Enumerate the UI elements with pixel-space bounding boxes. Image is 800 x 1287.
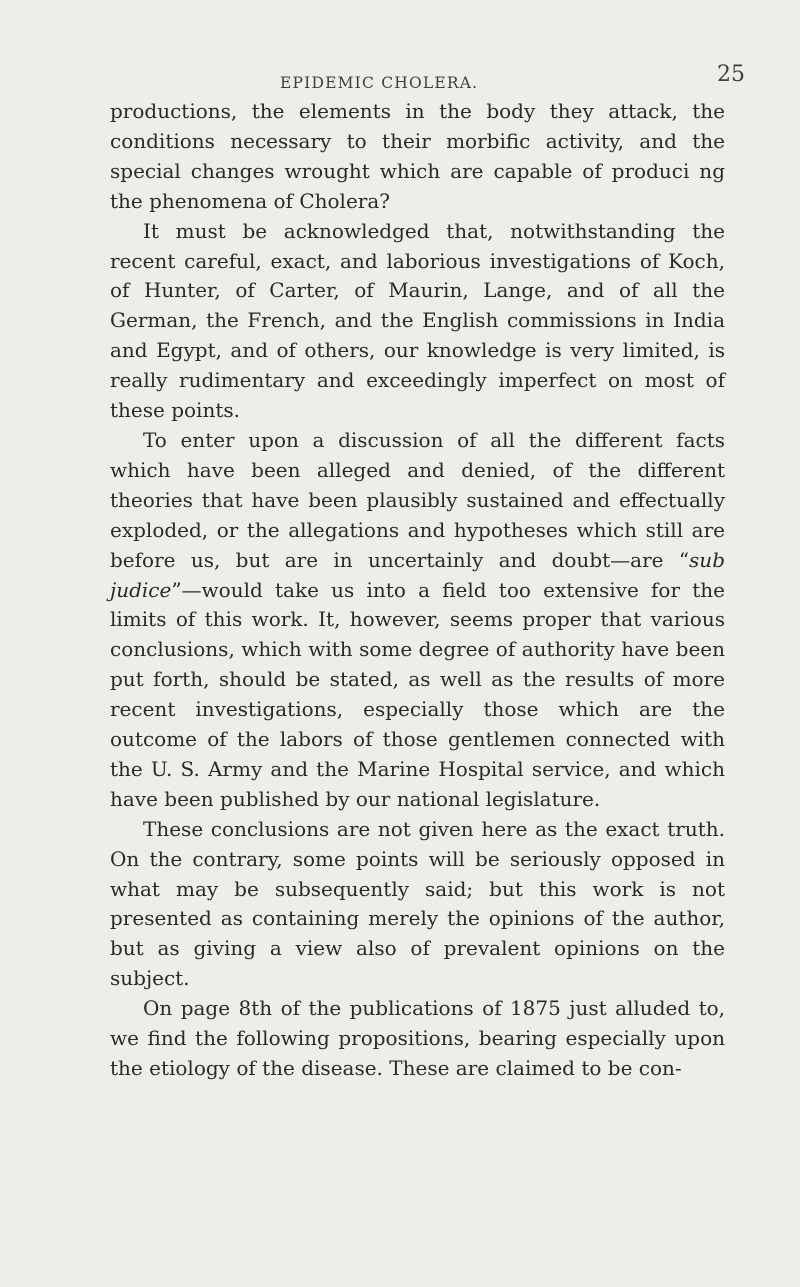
running-head [90,62,770,102]
running-title: EPIDEMIC CHOLERA. [280,74,479,92]
paragraph-5: On page 8th of the publications of 1875 just alluded to, we find the following propositions, bearing especially upon the etiology of the disease. These are claimed to be con- [110,996,725,1080]
paragraph-4: These conclusions are not given here as the exact truth. On the contrary, some points will be seriously opposed in what may be subsequently said; but this work is not presented as containing merely the opinions of the author, but as giving a view also of prevalent opinions on the subject. [110,816,725,991]
paragraph-3-text-before: To enter upon a discussion of all the different facts which have been alleged and denied, of the different theories that have been plausibly sustained and effectually exploded, or the allegations and hypotheses which still are before us, but are in uncertainly and doubt—are “ [110,427,725,572]
paragraph-3-text-after: ”—would take us into a field too extensive for the limits of this work. It, however, seems proper that various conclusions, which with some degree of authority have been put forth, should be stated, as well as the results of more recent investigations, especially those which are the outcome of the labors of those gentlemen connected with the U. S. Army and the Marine Hospital service, and which have been published by our national legislature. [110,577,725,811]
paragraph-2: It must be acknowledged that, notwithstanding the recent careful, exact, and laborious investigations of Koch, of Hunter, of Carter, of Maurin, Lange, and of all the German, the French, and the English commissions in India and Egypt, and of others, our knowledge is very limited, is really rudimentary and exceedingly imperfect on most of these points. [110,218,725,423]
paragraph-1: productions, the elements in the body they attack, the conditions necessary to their morbific activity, and the special changes wrought which are capable of produci ng the phenomena of Cholera? [110,99,725,213]
paragraph-3 [110,426,725,815]
page-number: 25 [717,62,745,87]
body-text [110,97,725,1084]
latin-phrase: sub judice [110,547,725,602]
